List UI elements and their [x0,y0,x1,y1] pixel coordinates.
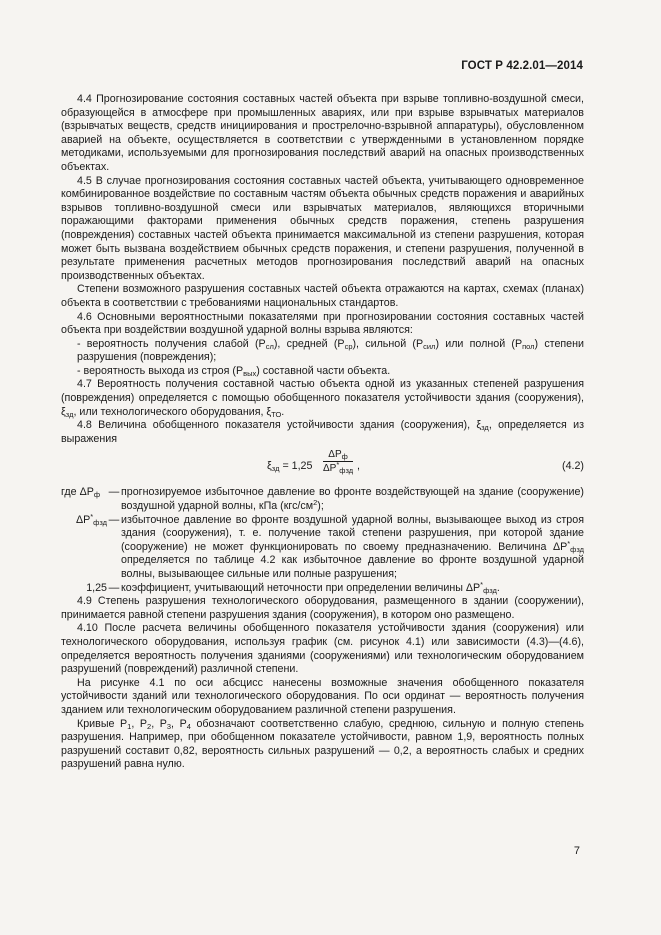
formula-lhs: $\xi_{зд} = 1,25$ [267,460,313,474]
paragraph-curves: Кривые $P_1$, $P_2$, $P_3$, $P_4$ обозначают соответственно слабую, среднюю, сильную и полную степень разрушения. Например, при обобщенном показателе устойчивости, равном 1,9, вероятность полных разрушений составит 0,82, вероятность сильных разрушений — 0,2, а вероятность слабых и средних разрушений равна нулю. [61,717,585,771]
definitions-list [61,486,584,595]
list-item: - вероятность выхода из строя $(P_{вых})$ составной части объекта. [77,364,391,378]
fraction-denominator: $\Delta P^*_{фзд}$ [323,460,354,476]
paragraph-maps: Степени возможного разрушения составных частей объекта отражаются на картах, схемах (планах) объекта в соответствии с требованиями национальных стандартов. [61,283,584,309]
formula-number: (4.2) [562,460,584,473]
paragraph-4-6: 4.6 Основными вероятностными показателями при прогнозировании состояния составных частей объекта при воздействии воздушной ударной волны взрыва являются: [61,310,584,337]
definition-row: $\Delta P^*_{фзд}$ — избыточное давление во фронте воздушной ударной волны, вызывающее выход из строя здания (сооружения), т. е. получение такой степени разрушения, при которой здание (сооружение) не может функционировать по своему предназначению. Величина $\Delta P^*_{фзд}$ определяется по таблице 4.2 как избыточное давление во фронте воздушной ударной волны, вызывающее сильные или полные разрушения; [75,511,584,580]
formula-4-2: $\xi_{зд} = 1,25$ $\Delta P_ф$ $\Delta P^*_{фзд}$ , (4.2) [267,449,584,476]
formula-fraction [323,448,353,476]
paragraph-figure: На рисунке 4.1 по оси абсцисс нанесены возможные значения обобщенного показателя устойчивости зданий или технологического оборудования. По оси ординат — вероятность получения зданием или технологическим оборудованием различной степени разрушения. [61,676,584,716]
fraction-numerator: $\Delta P_ф$ [323,448,353,462]
definition-row: 1,25 — коэффициент, учитывающий неточности при определении величины $\Delta P^*_{фзд}$. [86,579,500,595]
definition-row: где $\Delta P_ф$ — прогнозируемое избыточное давление во фронте воздействующей на здание (сооружение) воздушной ударной волны, кПа $(кгс/см^2)$; [61,486,584,513]
list-item: - вероятность получения слабой $(P_{сл})$, средней $(P_{ср})$, сильной $(P_{сил})$ или полной $(P_{пол})$ степени разрушения (повреждения); [77,337,585,364]
document-code: ГОСТ Р 42.2.01—2014 [461,60,583,72]
paragraph-4-10: 4.10 После расчета величины обобщенного показателя устойчивости здания (сооружения) или технологического оборудования, используя график (см. рисунок 4.1) или зависимости (4.3)—(4.6), определяется вероятность получения зданиями (сооружениями) или технологическим оборудованием разрушений (повреждений) различной степени. [61,622,584,676]
paragraph-4-4: 4.4 Прогнозирование состояния составных частей объекта при взрыве топливно-воздушной смеси, образующейся в атмосфере при промышленных авариях, или при взрыве взрывчатых материалов (взрывчатых веществ, средств инициирования и прострелочно-взрывной аппаратуры), обусловленном аварией на объекте, осуществляется в соответствии с утвержденными в установленном порядке методиками, используемыми для прогнозирования последствий аварий на опасных производственных объектах. [61,93,584,173]
paragraph-4-7: 4.7 Вероятность получения составной частью объекта одной из указанных степеней разрушения (повреждения) определяется с помощью обобщенного показателя устойчивости здания (сооружения), $\xi_{зд}$, или технологического оборудования, $\xi_{ТО}$. [61,378,584,419]
paragraph-4-9: 4.9 Степень разрушения технологического оборудования, размещенного в здании (сооружении), принимается равной степени разрушения здания (сооружения), в котором оно размещено. [61,595,584,621]
document-body [61,93,584,772]
page-number: 7 [573,845,580,857]
paragraph-4-8: 4.8 Величина обобщенного показателя устойчивости здания (сооружения), $\xi_{зд}$, определяется из выражения [61,419,584,445]
paragraph-4-5: 4.5 В случае прогнозирования состояния составных частей объекта, учитывающего одновременное комбинированное воздействие по составным частям объекта обычных средств поражения и аварийных взрывов топливно-воздушной смеси или взрывчатых материалов, являющихся вторичными поражающими факторами применения обычных средств поражения, степень разрушения (повреждения) составных частей объекта принимается максимальной из степени разрушения, которая может быть вызвана воздействием обычных средств поражения, и степени разрушения, полученной в результате применения расчетных методов прогнозирования последствий аварий на опасных производственных объектах. [61,174,584,282]
